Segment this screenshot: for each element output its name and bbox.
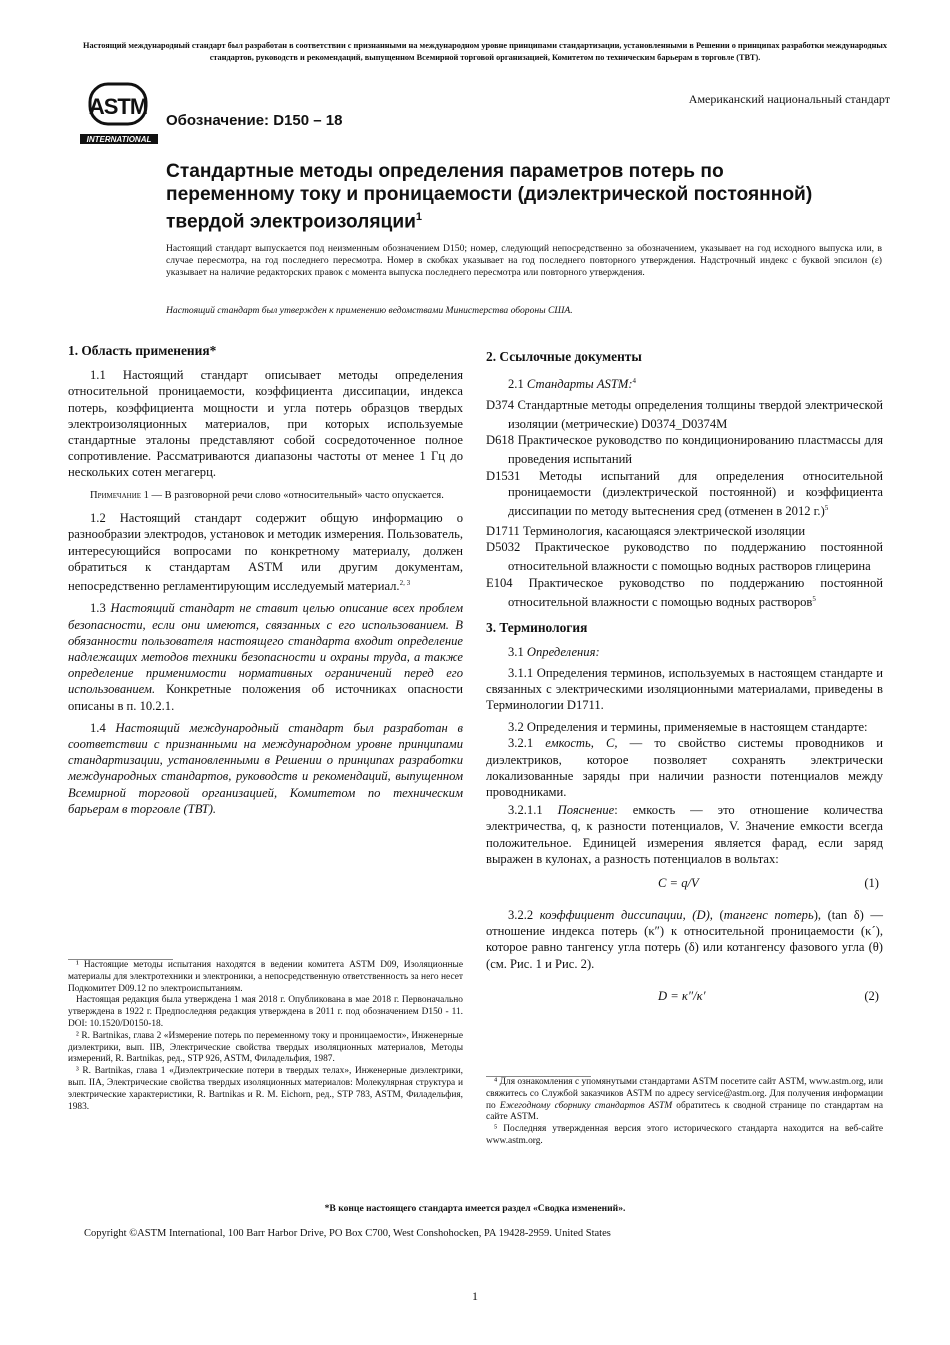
para-1-1: 1.1 Настоящий стандарт описывает методы определения относительной проницаемости, коэффициента диссипации, индекса потерь, коэффициента мощности и угла потерь образцов твердых электроизоляционных материалов, при которых используемые стандартные эталоны представляют собой сосредоточенное полное сопротивление. Рассматриваются диапазоны частоты от менее 1 Гц до нескольких сотен мегагерц. bbox=[68, 368, 463, 480]
national-standard-label: Американский национальный стандарт bbox=[688, 92, 890, 106]
para-3-2: 3.2 Определения и термины, применяемые в настоящем стандарте: bbox=[508, 720, 868, 735]
reference-item: D1711 Терминология, касающаяся электрической изоляции bbox=[486, 523, 806, 538]
footnote-4: ⁴ Для ознакомления с упомянутыми стандартами ASTM посетите сайт ASTM, www.astm.org, или свяжитесь со Службой заказчиков ASTM по адресу service@astm.org. Для получения информации по Ежегодному сборнику стандартов ASTM обратитесь к сводной странице по стандартам на сайте ASTM. bbox=[486, 1077, 883, 1123]
footnote-2: ² R. Bartnikas, глава 2 «Измерение потерь по переменному току и проницаемости», Инженерные диэлектрики, вып. IIB, Электрические свойства твердых изоляционных материалов, Методы измерений, R. Bartnikas, ред., STP 926, ASTM, Филадельфия, 1987. bbox=[68, 1030, 463, 1065]
reference-item: D618 Практическое руководство по кондиционированию пластмассы для проведения испытаний bbox=[486, 433, 883, 467]
equation-2 bbox=[486, 986, 883, 1008]
reference-item: D374 Стандартные методы определения толщины твердой электрической изоляции (метрические) D0374_D0374M bbox=[486, 397, 883, 431]
footnote-5: ⁵ Последняя утвержденная версия этого исторического стандарта находится на веб-сайте www.astm.org. bbox=[486, 1124, 883, 1146]
summary-of-changes-note: *В конце настоящего стандарта имеется раздел «Сводка изменений». bbox=[324, 1203, 626, 1214]
equation-1-formula: C = q/V bbox=[658, 876, 699, 890]
document-title bbox=[166, 160, 846, 233]
para-3-1-1: 3.1.1 Определения терминов, используемых в настоящем стандарте и связанных с электрическими изоляционными материалами, приведены в Терминологии D1711. bbox=[486, 665, 883, 712]
equation-2-formula: D = κ″/κ′ bbox=[658, 988, 706, 1003]
equation-2-number: (2) bbox=[864, 988, 879, 1003]
logo-text: ASTM bbox=[88, 94, 148, 119]
note-1 bbox=[68, 489, 463, 503]
equation-1 bbox=[486, 873, 883, 895]
designation: Обозначение: D150 – 18 bbox=[166, 112, 343, 129]
header-notice: Настоящий международный стандарт был разработан в соответствии с признанными на международном уровне принципами стандартизации, установленными в Решении о принципах разработки международных стандартов, руководств и рекомендаций, выпущенном Всемирной торговой организацией, Комитетом по техническим барьерам в торговле (ТВТ). bbox=[83, 41, 887, 62]
para-1-3: 1.3 Настоящий стандарт не ставит целью описание всех проблем безопасности, если они имеются, связанных с его использованием. В обязанности пользователя настоящего стандарта входит определение надлежащих методов техники безопасности и охраны труда, а также определение применимости нормативных ограничений перед его использованием. Конкретные положения об источниках опасности описаны в п. 10.2.1. bbox=[68, 601, 463, 713]
para-1-4: 1.4 Настоящий международный стандарт был разработан в соответствии с признанными на международном уровне принципами стандартизации, установленными в Решении о принципах разработки международных стандартов, руководств и рекомендаций, выпущенном Всемирной торговой организацией, Комитетом по техническим барьерам в торговле (ТВТ). bbox=[68, 720, 463, 816]
para-3-2-1: 3.2.1 емкость, C, — то свойство системы проводников и диэлектриков, которое позволяет сохранять электрически локализованные заряды при наличии разности потенциалов между проводниками. bbox=[486, 736, 883, 799]
para-1-2: 1.2 Настоящий стандарт содержит общую информацию о разнообразии электродов, установок и методик измерения. Пользователь, интересующийся вопросами по конкретному материалу, должен обратиться к стандартам ASTM или другим документам, непосредственно регламентирующим исследуемый материал.$^{2, 3}$ bbox=[68, 511, 463, 594]
right-column bbox=[486, 349, 883, 1020]
note-text: 1 — В разговорной речи слово «относительный» часто опускается. bbox=[141, 489, 444, 501]
section3-heading: 3. Терминология bbox=[486, 620, 588, 636]
footnote-3: ³ R. Bartnikas, глава 1 «Диэлектрические потери в твердых телах», Инженерные диэлектрики, вып. IIA, Электрические свойства твердых изоляционных материалов: Молекулярная структура и электрические характеристики, R. Bartnikas и R. M. Eichorn, ред., STP 783, ASTM, Филадельфия, 1983. bbox=[68, 1066, 463, 1112]
page-number: 1 bbox=[472, 1289, 478, 1303]
footnotes-right bbox=[486, 1076, 883, 1148]
title-text: Стандартные методы определения параметров потерь по переменному току и проницаемости (диэлектрической постоянной) твердой электроизоляции bbox=[166, 161, 813, 233]
logo-subtext: INTERNATIONAL bbox=[86, 135, 152, 144]
para-3-2-1-1: 3.2.1.1 Пояснение: емкость — это отношение количества электричества, q, к разности потенциалов, V. Значение емкости всегда положительное. Единицей измерения является фарад, если заряд выражен в кулонах, а разность потенциалов в вольтах: bbox=[486, 803, 883, 866]
footnote-1: ¹ Настоящие методы испытания находятся в ведении комитета ASTM D09, Изоляционные материалы для электротехники и электроники, а непосредственную ответственность за него несет Подкомитет D09.12 по электроиспытаниям. bbox=[68, 960, 463, 994]
astm-logo bbox=[78, 76, 162, 148]
reference-item: E104 Практическое руководство по поддержанию постоянной относительной влажности с помощью водных растворов$^5$ bbox=[486, 575, 883, 609]
approved-note: Настоящий стандарт был утвержден к применению ведомствами Министерства обороны США. bbox=[166, 305, 573, 316]
reference-item: D5032 Практическое руководство по поддержанию постоянной относительной влажности с помощью водных растворов глицерина bbox=[486, 539, 883, 574]
footnote-1b: Настоящая редакция была утверждена 1 мая 2018 г. Опубликована в мае 2018 г. Первоначально утверждена в 1922 г. Предпоследняя редакция утверждена в 2011 г. под обозначением D150 - 11. DOI: 10.1520/D0150-18. bbox=[68, 995, 463, 1029]
para-3-2-2: 3.2.2 коэффициент диссипации, (D), (тангенс потерь), (tan δ) — отношение индекса потерь (κ″) к относительной проницаемости (κ´), которое равно тангенсу угла потерь (δ) или котангенсу фазового угла (θ) (см. Рис. 1 и Рис. 2). bbox=[486, 908, 884, 971]
note-label: Примечание bbox=[90, 489, 142, 501]
left-column bbox=[68, 343, 463, 817]
section2-subheading: 2.1 Стандарты ASTM:$^4$ bbox=[508, 377, 637, 392]
issue-note: Настоящий стандарт выпускается под неизменным обозначением D150; номер, следующий непосредственно за обозначением, указывает на год исходного выпуска или, в случае пересмотра, на год последнего пересмотра. Номер в скобках указывает на год последнего повторного утверждения. Надстрочный индекс с буквой эпсилон (ε) указывает на наличие редакторских правок с момента выпуска последнего пересмотра или повторного утверждения. bbox=[166, 243, 882, 278]
section1-heading: 1. Область применения* bbox=[68, 343, 217, 358]
equation-1-number: (1) bbox=[864, 876, 879, 890]
reference-item: D1531 Методы испытаний для определения относительной проницаемости (диэлектрической постоянной) и коэффициента диссипации по методу вытеснения сред (отменен в 2012 г.)$^5$ bbox=[486, 468, 883, 519]
title-footnote-mark: 1 bbox=[415, 211, 423, 223]
footnotes-left bbox=[68, 959, 463, 1113]
section2-heading: 2. Ссылочные документы bbox=[486, 349, 642, 364]
section3-subheading: 3.1 Определения: bbox=[508, 645, 600, 660]
copyright: Copyright ©ASTM International, 100 Barr Harbor Drive, PO Box C700, West Conshohocken, PA 19428-2959. United States bbox=[84, 1228, 611, 1239]
